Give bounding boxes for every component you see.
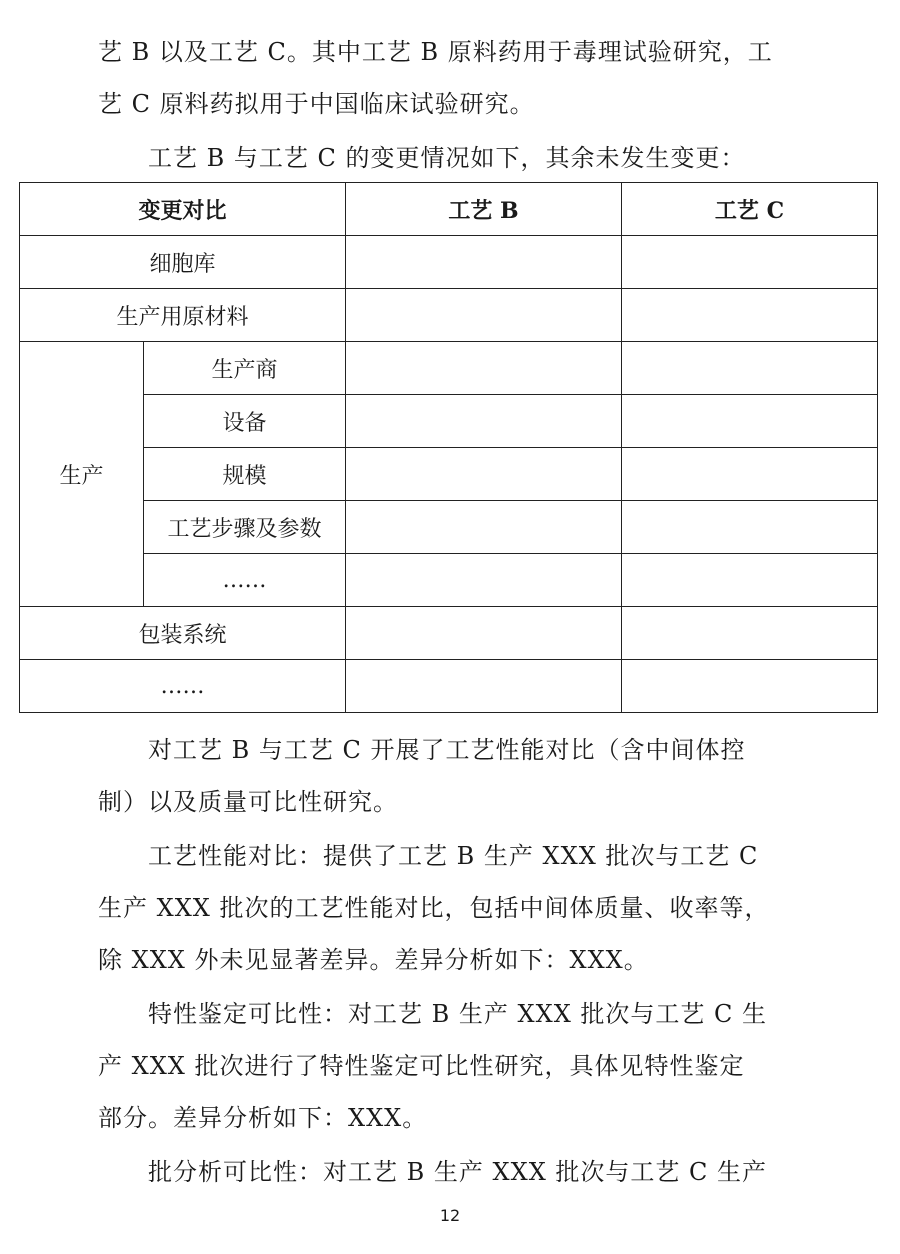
table-row xyxy=(20,236,878,289)
table-row xyxy=(20,395,878,448)
empty-cell xyxy=(346,342,622,395)
page-number: 12 xyxy=(439,1206,461,1225)
text-line: 艺 C 原料药拟用于中国临床试验研究。 xyxy=(98,90,535,118)
table-row xyxy=(20,501,878,554)
empty-cell xyxy=(622,607,878,660)
table-row xyxy=(20,554,878,607)
empty-cell xyxy=(346,607,622,660)
process-performance-paragraph xyxy=(98,830,810,986)
comparison-table xyxy=(19,182,878,713)
row-label: …… xyxy=(20,660,346,713)
text-line: 对工艺 B 与工艺 C 开展了工艺性能对比（含中间体控 xyxy=(148,736,746,764)
empty-cell xyxy=(622,342,878,395)
empty-cell xyxy=(346,501,622,554)
empty-cell xyxy=(622,289,878,342)
row-label: 包装系统 xyxy=(20,607,346,660)
row-label: …… xyxy=(144,554,346,607)
batch-analysis-paragraph xyxy=(98,1146,810,1198)
text-line: 工艺 B 与工艺 C 的变更情况如下，其余未发生变更： xyxy=(148,144,746,172)
header-cell: 工艺 B xyxy=(346,183,622,236)
empty-cell xyxy=(346,236,622,289)
row-label: 细胞库 xyxy=(20,236,346,289)
table-row xyxy=(20,342,878,395)
header-cell: 工艺 C xyxy=(622,183,878,236)
empty-cell xyxy=(346,554,622,607)
header-cell: 变更对比 xyxy=(20,183,346,236)
text-line: 部分。差异分析如下：XXX。 xyxy=(98,1104,428,1132)
empty-cell xyxy=(346,289,622,342)
text-line: 批分析可比性：对工艺 B 生产 XXX 批次与工艺 C 生产 xyxy=(148,1158,768,1186)
table-row xyxy=(20,448,878,501)
intro-paragraph xyxy=(98,26,810,130)
empty-cell xyxy=(622,554,878,607)
table-header-row xyxy=(20,183,878,236)
empty-cell xyxy=(622,395,878,448)
table-caption xyxy=(98,132,810,184)
empty-cell xyxy=(622,448,878,501)
text-line: 工艺性能对比：提供了工艺 B 生产 XXX 批次与工艺 C xyxy=(148,842,759,870)
row-label: 生产用原材料 xyxy=(20,289,346,342)
empty-cell xyxy=(622,236,878,289)
text-line: 艺 B 以及工艺 C。其中工艺 B 原料药用于毒理试验研究，工 xyxy=(98,38,773,66)
text-line: 产 XXX 批次进行了特性鉴定可比性研究，具体见特性鉴定 xyxy=(98,1052,745,1080)
row-label: 设备 xyxy=(144,395,346,448)
characterization-paragraph xyxy=(98,988,810,1144)
comparison-paragraph xyxy=(98,724,810,828)
text-line: 特性鉴定可比性：对工艺 B 生产 XXX 批次与工艺 C 生 xyxy=(148,1000,768,1028)
row-label: 工艺步骤及参数 xyxy=(144,501,346,554)
text-line: 生产 XXX 批次的工艺性能对比，包括中间体质量、收率等， xyxy=(98,894,770,922)
table-row xyxy=(20,607,878,660)
empty-cell xyxy=(346,448,622,501)
empty-cell xyxy=(622,501,878,554)
row-label: 规模 xyxy=(144,448,346,501)
empty-cell xyxy=(622,660,878,713)
text-line: 制）以及质量可比性研究。 xyxy=(98,788,398,816)
group-label: 生产 xyxy=(20,342,144,607)
row-label: 生产商 xyxy=(144,342,346,395)
empty-cell xyxy=(346,660,622,713)
table-row xyxy=(20,289,878,342)
text-line: 除 XXX 外未见显著差异。差异分析如下：XXX。 xyxy=(98,946,649,974)
empty-cell xyxy=(346,395,622,448)
table-row xyxy=(20,660,878,713)
